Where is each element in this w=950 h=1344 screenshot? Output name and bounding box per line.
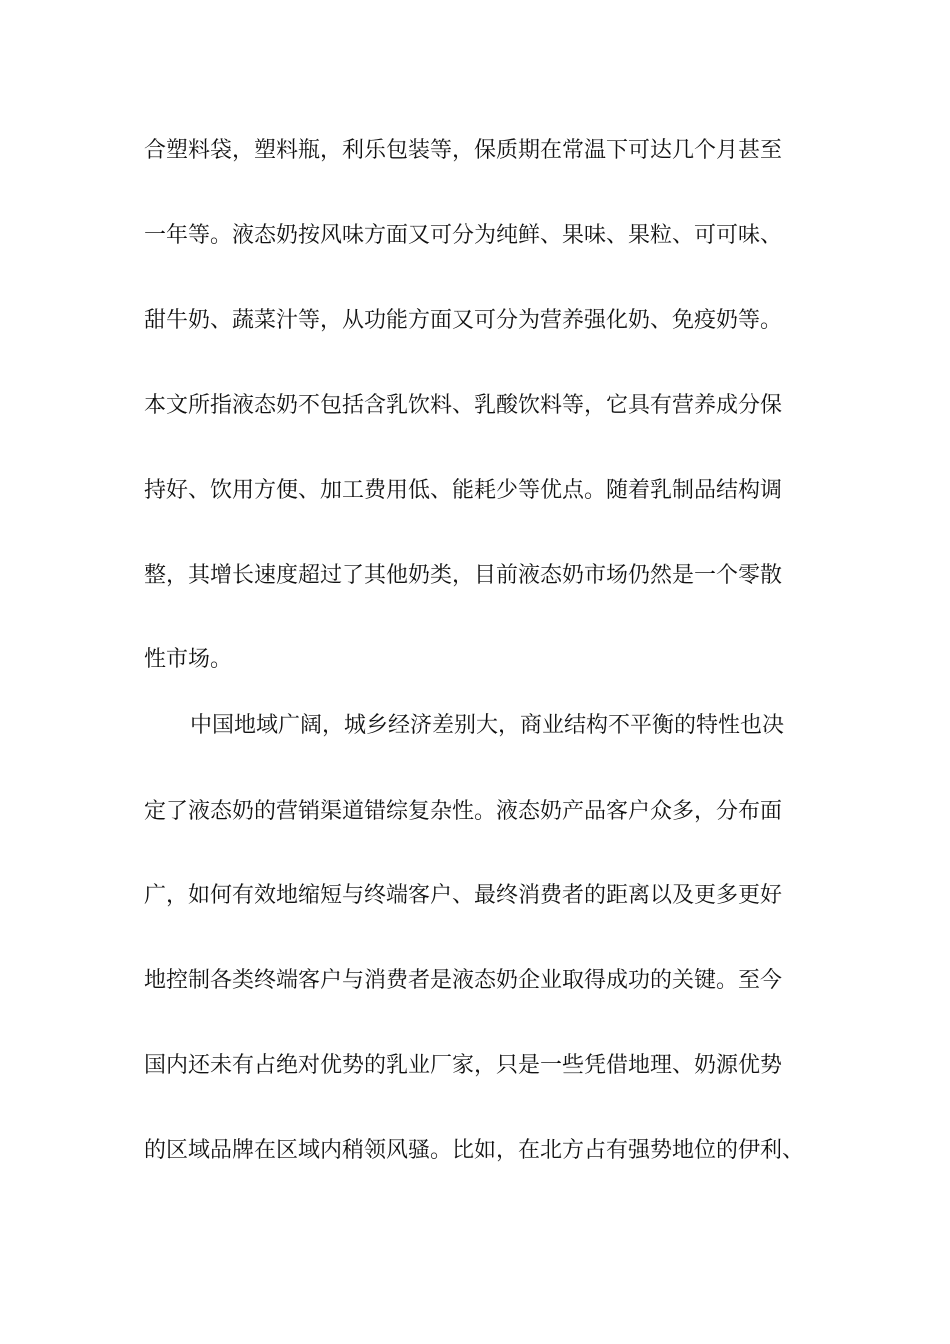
paragraph-line: 中国地域广阔，城乡经济差别大，商业结构不平衡的特性也决 [190,713,785,738]
paragraph-line: 国内还未有占绝对优势的乳业厂家，只是一些凭借地理、奶源优势 [144,1053,783,1078]
paragraph-line: 整，其增长速度超过了其他奶类，目前液态奶市场仍然是一个零散 [144,563,783,588]
paragraph-line: 的区域品牌在区域内稍领风骚。比如，在北方占有强势地位的伊利、 [144,1138,805,1163]
paragraph-line: 本文所指液态奶不包括含乳饮料、乳酸饮料等，它具有营养成分保 [144,393,783,418]
paragraph-line: 性市场。 [144,647,233,672]
paragraph-line: 广，如何有效地缩短与终端客户、最终消费者的距离以及更多更好 [144,883,783,908]
paragraph-line: 地控制各类终端客户与消费者是液态奶企业取得成功的关键。至今 [144,968,783,993]
paragraph-line: 合塑料袋，塑料瓶，利乐包装等，保质期在常温下可达几个月甚至 [144,138,783,163]
paragraph-line: 一年等。液态奶按风味方面又可分为纯鲜、果味、果粒、可可味、 [144,223,783,248]
paragraph-line: 定了液态奶的营销渠道错综复杂性。液态奶产品客户众多，分布面 [144,799,783,824]
paragraph-line: 持好、饮用方便、加工费用低、能耗少等优点。随着乳制品结构调 [144,478,783,503]
paragraph-line: 甜牛奶、蔬菜汁等，从功能方面又可分为营养强化奶、免疫奶等。 [144,308,783,333]
